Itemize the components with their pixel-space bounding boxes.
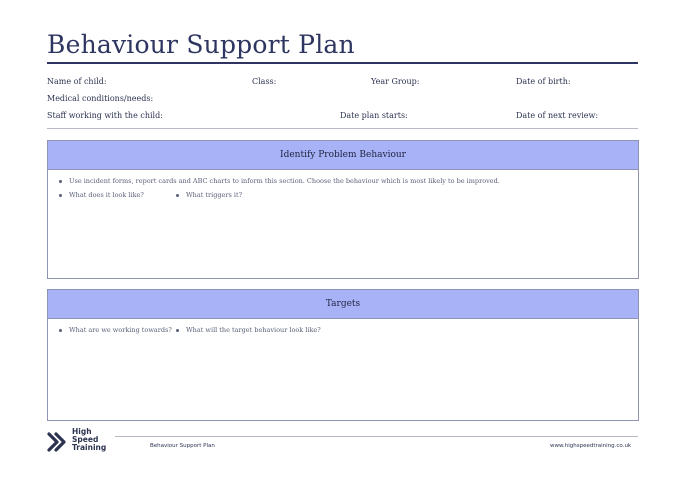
date-of-birth-label: Date of birth: xyxy=(516,77,571,86)
bullet-icon xyxy=(176,329,179,332)
logo-line: Training xyxy=(72,443,107,452)
list-item xyxy=(59,326,172,334)
bullet-icon xyxy=(59,194,62,197)
bullet-text: Use incident forms, report cards and ABC charts to inform this section. Choose the behaviour which is most likely to be improved. xyxy=(69,177,500,185)
footer-divider xyxy=(115,436,638,437)
list-item xyxy=(176,326,321,334)
class-label: Class: xyxy=(252,77,277,86)
title-divider xyxy=(47,62,638,64)
list-item xyxy=(59,177,500,185)
name-of-child-label: Name of child: xyxy=(47,77,107,86)
bullet-text: What does it look like? xyxy=(69,191,144,199)
bullet-icon xyxy=(59,180,62,183)
bullet-text: What are we working towards? xyxy=(69,326,172,334)
footer-document-name: Behaviour Support Plan xyxy=(150,443,215,449)
logo-wordmark xyxy=(72,428,106,452)
problem-behaviour-heading: Identify Problem Behaviour xyxy=(48,141,638,170)
list-item xyxy=(176,191,242,199)
document-title: Behaviour Support Plan xyxy=(47,30,355,59)
list-item xyxy=(59,191,144,199)
medical-conditions-label: Medical conditions/needs: xyxy=(47,94,154,103)
footer-website: www.highspeedtraining.co.uk xyxy=(550,443,632,449)
bullet-icon xyxy=(59,329,62,332)
fields-divider xyxy=(47,128,638,129)
targets-panel xyxy=(47,289,639,421)
logo-line: Speed xyxy=(72,435,99,444)
staff-working-label: Staff working with the child: xyxy=(47,111,163,120)
problem-behaviour-panel xyxy=(47,140,639,279)
date-next-review-label: Date of next review: xyxy=(516,111,599,120)
year-group-label: Year Group: xyxy=(371,77,420,86)
logo-line: High xyxy=(72,427,92,436)
date-plan-starts-label: Date plan starts: xyxy=(340,111,408,120)
bullet-icon xyxy=(176,194,179,197)
bullet-text: What will the target behaviour look like? xyxy=(186,326,321,334)
targets-heading: Targets xyxy=(48,290,638,319)
bullet-text: What triggers it? xyxy=(186,191,243,199)
